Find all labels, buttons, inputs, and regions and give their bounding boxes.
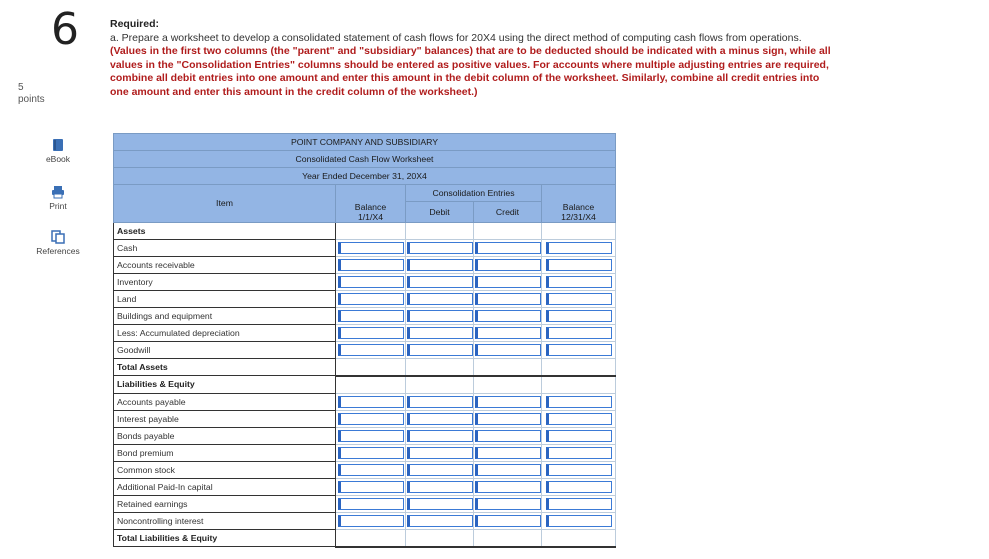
debit-input[interactable]: [407, 327, 473, 339]
balance-end-input[interactable]: [546, 276, 612, 288]
table-row: [114, 324, 616, 341]
credit-input[interactable]: [475, 464, 541, 476]
col-header-balance-begin: [336, 202, 406, 223]
credit-input[interactable]: [475, 396, 541, 408]
debit-input[interactable]: [407, 396, 473, 408]
debit-total-cell: [406, 358, 474, 376]
credit-input[interactable]: [475, 413, 541, 425]
print-label: Print: [49, 201, 67, 211]
table-row: [114, 529, 616, 547]
balance-begin-input[interactable]: [338, 447, 404, 459]
credit-input[interactable]: [475, 327, 541, 339]
debit-input[interactable]: [407, 481, 473, 493]
balance-begin-empty-cell: [336, 376, 406, 394]
row-label: Assets: [114, 222, 336, 239]
table-row: [114, 239, 616, 256]
balance-end-input[interactable]: [546, 396, 612, 408]
table-row: [114, 410, 616, 427]
credit-input[interactable]: [475, 276, 541, 288]
worksheet-title-company: POINT COMPANY AND SUBSIDIARY: [114, 134, 616, 151]
balance-end-empty-cell: [542, 222, 616, 239]
credit-input[interactable]: [475, 430, 541, 442]
table-row: [114, 256, 616, 273]
instructions-note: (Values in the first two columns (the "parent" and "subsidiary" balances) that are to be deducted should be indicated with a minus sign, while all values in the "Consolidation Entries" columns should be entered as positive values. For accounts where multiple adjusting entries are required, combine all debit entries into one amount and enter this amount in the debit column of the worksheet. Similarly, combine all credit entries into one amount and enter this amount in the credit column of the worksheet.): [110, 45, 831, 98]
balance-end-input[interactable]: [546, 413, 612, 425]
table-row: [114, 290, 616, 307]
debit-input[interactable]: [407, 430, 473, 442]
table-row: [114, 495, 616, 512]
debit-input[interactable]: [407, 498, 473, 510]
print-button[interactable]: [30, 185, 86, 211]
balance-begin-input[interactable]: [338, 515, 404, 527]
debit-input[interactable]: [407, 310, 473, 322]
row-label: Common stock: [114, 461, 336, 478]
table-row: [114, 358, 616, 376]
balance-end-input[interactable]: [546, 464, 612, 476]
balance-end-input[interactable]: [546, 498, 612, 510]
ebook-button[interactable]: [30, 138, 86, 164]
col-header-balance-end: [542, 202, 616, 223]
credit-input[interactable]: [475, 447, 541, 459]
table-row: [114, 512, 616, 529]
col-header-balance-begin-line2: 1/1/X4: [357, 211, 384, 222]
debit-input[interactable]: [407, 276, 473, 288]
credit-input[interactable]: [475, 293, 541, 305]
printer-icon: [51, 185, 65, 199]
balance-begin-input[interactable]: [338, 276, 404, 288]
row-label: Accounts payable: [114, 393, 336, 410]
row-label: Total Assets: [114, 358, 336, 376]
debit-total-cell: [406, 529, 474, 547]
col-header-debit: Debit: [406, 202, 474, 223]
row-label: Additional Paid-In capital: [114, 478, 336, 495]
table-row: [114, 376, 616, 394]
col-header-item: Item: [114, 185, 336, 223]
credit-total-cell: [474, 358, 542, 376]
credit-input[interactable]: [475, 259, 541, 271]
table-row: [114, 393, 616, 410]
row-label: Land: [114, 290, 336, 307]
debit-input[interactable]: [407, 515, 473, 527]
row-label: Interest payable: [114, 410, 336, 427]
balance-begin-input[interactable]: [338, 242, 404, 254]
table-row: [114, 307, 616, 324]
balance-begin-input[interactable]: [338, 327, 404, 339]
credit-input[interactable]: [475, 498, 541, 510]
debit-input[interactable]: [407, 259, 473, 271]
table-row: [114, 478, 616, 495]
credit-empty-cell: [474, 222, 542, 239]
points-info: [18, 82, 45, 106]
instructions-text: a. Prepare a worksheet to develop a consolidated statement of cash flows for 20X4 using the direct method of computing cash flows from operations.: [110, 31, 802, 44]
balance-end-input[interactable]: [546, 259, 612, 271]
debit-input[interactable]: [407, 464, 473, 476]
balance-end-input[interactable]: [546, 327, 612, 339]
references-label: References: [36, 246, 80, 256]
balance-begin-total-cell: [336, 358, 406, 376]
balance-begin-input[interactable]: [338, 481, 404, 493]
credit-input[interactable]: [475, 515, 541, 527]
col-header-consolidation-entries: Consolidation Entries: [406, 185, 542, 202]
credit-total-cell: [474, 529, 542, 547]
balance-begin-empty-cell: [336, 222, 406, 239]
balance-end-input[interactable]: [546, 447, 612, 459]
col-header-balance-begin-line1: Balance: [354, 201, 387, 212]
balance-begin-input[interactable]: [338, 498, 404, 510]
points-value: 5: [18, 82, 24, 93]
table-row: [114, 444, 616, 461]
balance-end-total-cell: [542, 529, 616, 547]
row-label: Buildings and equipment: [114, 307, 336, 324]
table-row: [114, 427, 616, 444]
col-header-balance-end-line1: Balance: [562, 201, 595, 212]
row-label: Cash: [114, 239, 336, 256]
balance-end-input[interactable]: [546, 293, 612, 305]
question-number: 6: [51, 4, 79, 55]
row-label: Liabilities & Equity: [114, 376, 336, 394]
debit-input[interactable]: [407, 413, 473, 425]
references-button[interactable]: [30, 230, 86, 256]
balance-end-input[interactable]: [546, 515, 612, 527]
credit-input[interactable]: [475, 242, 541, 254]
balance-begin-input[interactable]: [338, 259, 404, 271]
debit-empty-cell: [406, 222, 474, 239]
table-row: [114, 273, 616, 290]
instructions: [110, 18, 840, 99]
points-label: points: [18, 94, 45, 105]
row-label: Accounts receivable: [114, 256, 336, 273]
balance-begin-input[interactable]: [338, 396, 404, 408]
balance-end-total-cell: [542, 358, 616, 376]
row-label: Retained earnings: [114, 495, 336, 512]
table-row: [114, 461, 616, 478]
row-label: Noncontrolling interest: [114, 512, 336, 529]
col-header-credit: Credit: [474, 202, 542, 223]
debit-input[interactable]: [407, 447, 473, 459]
balance-begin-input[interactable]: [338, 464, 404, 476]
book-icon: [52, 138, 64, 152]
balance-begin-input[interactable]: [338, 430, 404, 442]
col-header-balance-end-line2: 12/31/X4: [561, 211, 596, 222]
worksheet-title-period: Year Ended December 31, 20X4: [114, 168, 616, 185]
table-row: [114, 222, 616, 239]
row-label: Inventory: [114, 273, 336, 290]
worksheet-title-name: Consolidated Cash Flow Worksheet: [114, 151, 616, 168]
credit-input[interactable]: [475, 344, 541, 356]
debit-empty-cell: [406, 376, 474, 394]
row-label: Bond premium: [114, 444, 336, 461]
debit-input[interactable]: [407, 293, 473, 305]
balance-begin-input[interactable]: [338, 344, 404, 356]
balance-end-input[interactable]: [546, 430, 612, 442]
debit-input[interactable]: [407, 344, 473, 356]
balance-end-empty-cell: [542, 376, 616, 394]
ebook-label: eBook: [45, 154, 71, 164]
row-label: Total Liabilities & Equity: [114, 529, 336, 547]
table-row: [114, 341, 616, 358]
credit-input[interactable]: [475, 481, 541, 493]
balance-end-input[interactable]: [546, 310, 612, 322]
row-label: Less: Accumulated depreciation: [114, 324, 336, 341]
balance-end-input[interactable]: [546, 481, 612, 493]
row-label: Bonds payable: [114, 427, 336, 444]
worksheet-table: [113, 133, 616, 548]
debit-input[interactable]: [407, 242, 473, 254]
balance-end-input[interactable]: [546, 242, 612, 254]
credit-input[interactable]: [475, 310, 541, 322]
balance-begin-input[interactable]: [338, 310, 404, 322]
instructions-heading: Required:: [110, 18, 160, 30]
balance-begin-total-cell: [336, 529, 406, 547]
balance-begin-input[interactable]: [338, 413, 404, 425]
references-icon: [51, 230, 65, 244]
row-label: Goodwill: [114, 341, 336, 358]
balance-end-input[interactable]: [546, 344, 612, 356]
balance-begin-input[interactable]: [338, 293, 404, 305]
credit-empty-cell: [474, 376, 542, 394]
